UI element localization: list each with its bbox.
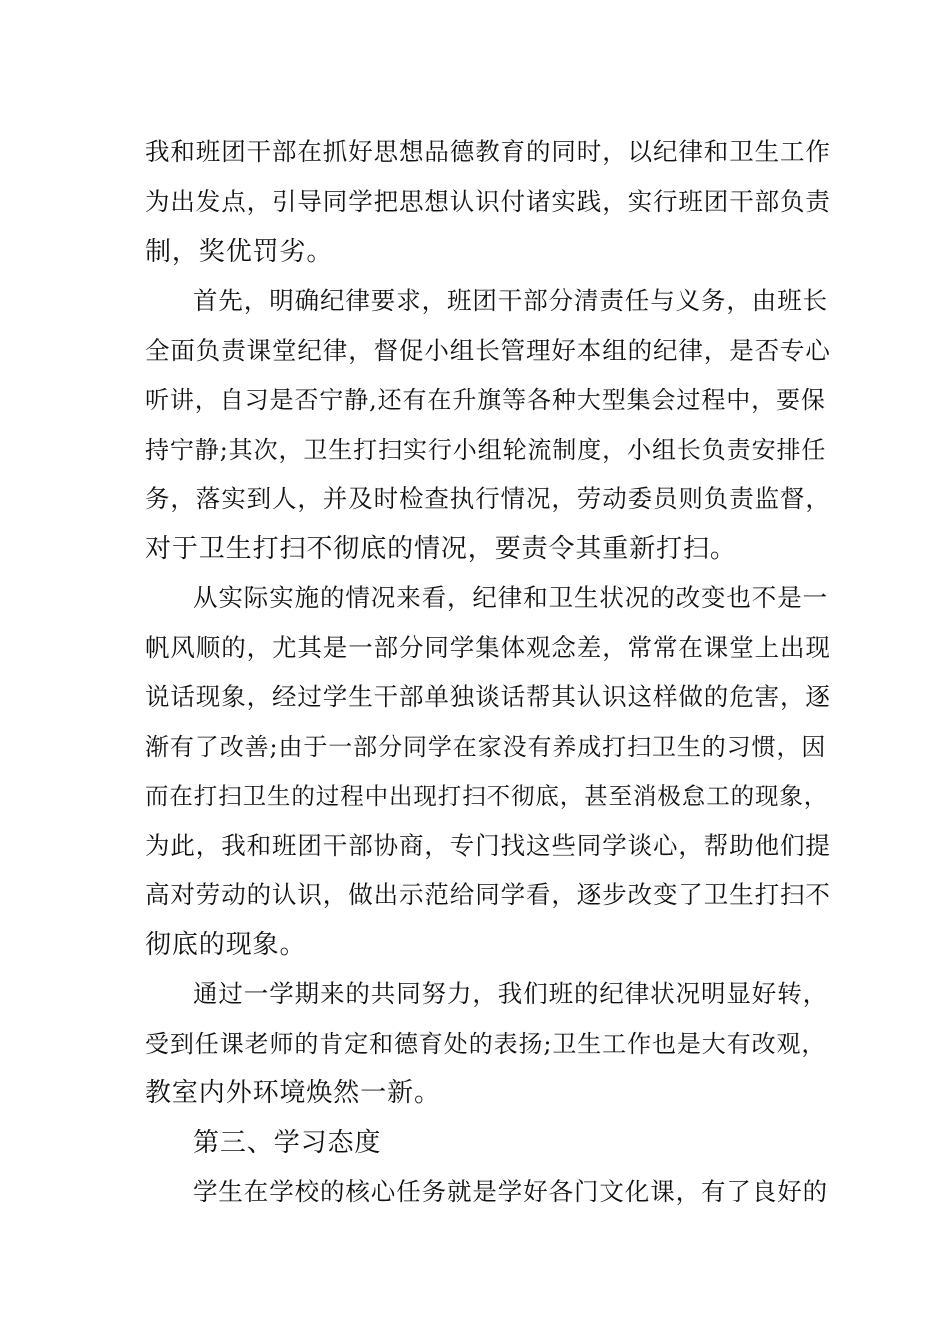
text-line: 听讲，自习是否宁静,还有在升旗等各种大型集会过程中，要保: [145, 386, 826, 414]
text-line: 说话现象，经过学生干部单独谈话帮其认识这样做的危害，逐: [145, 682, 831, 711]
text-line: 教室内外环境焕然一新。: [145, 1078, 441, 1108]
text-line: 务，落实到人，并及时检查执行情况，劳动委员则负责监督，: [145, 484, 831, 513]
text-line: 全面负责课堂纪律，督促小组长管理好本组的纪律，是否专心: [145, 336, 831, 365]
text-line: 彻底的现象。: [145, 930, 307, 960]
text-line: 帆风顺的，尤其是一部分同学集体观念差，常常在课堂上出现: [145, 633, 831, 662]
text-line: 对于卫生打扫不彻底的情况，要责令其重新打扫。: [145, 534, 737, 564]
text-line: 而在打扫卫生的过程中出现打扫不彻底，甚至消极怠工的现象，: [145, 782, 829, 810]
text-line: 高对劳动的认识，做出示范给同学看，逐步改变了卫生打扫不: [145, 880, 831, 909]
text-line: 学生在学校的核心任务就是学好各门文化课，有了良好的: [193, 1177, 828, 1206]
text-line: 我和班团干部在抓好思想品德教育的同时，以纪律和卫生工作: [145, 137, 831, 166]
text-line: 制，奖优罚劣。: [145, 237, 334, 267]
text-line: 受到任课老师的肯定和德育处的表扬;卫生工作也是大有改观，: [145, 1030, 827, 1058]
text-line: 首先，明确纪律要求，班团干部分清责任与义务，由班长: [193, 286, 828, 315]
text-line: 为出发点，引导同学把思想认识付诸实践，实行班团干部负责: [145, 187, 831, 216]
text-line: 渐有了改善;由于一部分同学在家没有养成打扫卫生的习惯，因: [145, 733, 827, 761]
section-heading: 第三、学习态度: [193, 1128, 382, 1158]
text-line: 从实际实施的情况来看，纪律和卫生状况的改变也不是一: [193, 583, 828, 612]
text-line: 为此，我和班团干部协商，专门找这些同学谈心，帮助他们提: [145, 831, 831, 860]
text-line: 通过一学期来的共同努力，我们班的纪律状况明显好转，: [193, 979, 828, 1008]
text-line: 持宁静;其次，卫生打扫实行小组轮流制度，小组长负责安排任: [145, 436, 827, 464]
